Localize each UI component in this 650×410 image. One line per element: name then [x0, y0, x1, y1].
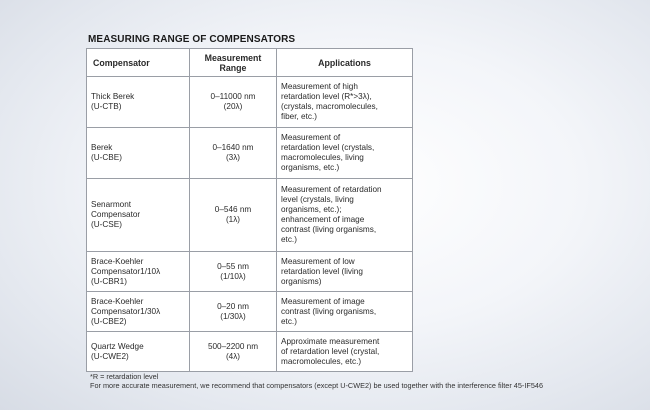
application-cell-line: contrast (living organisms,	[281, 306, 377, 316]
header-compensator: Compensator	[87, 49, 190, 77]
header-range-line2: Range	[219, 62, 247, 73]
application-cell	[277, 179, 413, 252]
application-cell-line: enhancement of image	[281, 215, 365, 224]
application-cell	[277, 252, 413, 292]
range-cell	[190, 179, 277, 252]
compensator-cell-line: Berek	[91, 143, 113, 152]
range-cell-line: (1/10λ)	[220, 271, 246, 281]
compensator-cell	[87, 77, 190, 128]
application-cell-line: Measurement of	[281, 133, 341, 142]
range-cell	[190, 252, 277, 292]
application-cell-line: contrast (living organisms,	[281, 225, 377, 234]
compensator-cell-line: Quartz Wedge	[91, 341, 144, 351]
compensator-cell	[87, 128, 190, 179]
compensator-cell	[87, 179, 190, 252]
range-cell-line: (4λ)	[225, 351, 241, 361]
range-cell	[190, 292, 277, 332]
application-cell-line: level (crystals, living	[281, 195, 354, 204]
compensator-cell-line: (U-CTB)	[91, 102, 122, 111]
table-title: MEASURING RANGE OF COMPENSATORS	[88, 34, 296, 45]
range-cell-line: 0–11000 nm	[210, 92, 256, 101]
range-cell-line: 0–546 nm	[214, 205, 252, 214]
application-cell-line: organisms, etc.);	[281, 205, 342, 214]
application-cell-line: retardation level (crystals,	[281, 143, 375, 152]
range-cell-line: 0–20 nm	[217, 301, 249, 311]
range-cell-line: 0–1640 nm	[212, 143, 254, 152]
compensator-table	[86, 48, 413, 372]
compensator-cell	[87, 332, 190, 372]
application-cell-line: Approximate measurement	[281, 336, 380, 346]
range-cell-line: 0–55 nm	[217, 261, 249, 271]
footnote: *R = retardation level	[90, 372, 159, 381]
range-cell-line: (1λ)	[225, 215, 241, 224]
compensator-cell-line: (U-CWE2)	[91, 351, 129, 361]
application-cell-line: etc.)	[281, 235, 297, 244]
table-row	[87, 179, 413, 252]
range-cell-line: (3λ)	[225, 153, 241, 162]
table-row	[87, 77, 413, 128]
range-cell-line: 500–2200 nm	[207, 341, 259, 351]
application-cell-line: Measurement of low	[281, 256, 355, 266]
compensator-cell-line: Compensator1/30λ	[91, 306, 161, 316]
application-cell	[277, 77, 413, 128]
range-cell	[190, 77, 277, 128]
table-body	[87, 77, 413, 372]
table-row	[87, 332, 413, 372]
header-range-line1: Measurement	[204, 52, 262, 63]
application-cell-line: (crystals, macromolecules,	[281, 102, 378, 111]
header-measurement-range	[190, 49, 277, 77]
compensator-cell-line: (U-CSE)	[91, 220, 122, 229]
compensator-cell-line: Thick Berek	[91, 92, 135, 101]
compensator-cell-line: (U-CBE)	[91, 153, 122, 162]
application-cell-line: Measurement of high	[281, 82, 358, 91]
application-cell-line: macromolecules, living	[281, 153, 364, 162]
application-cell-line: Measurement of retardation	[281, 185, 382, 194]
application-cell	[277, 292, 413, 332]
application-cell	[277, 332, 413, 372]
application-cell-line: retardation level (living	[281, 266, 363, 276]
compensator-cell	[87, 252, 190, 292]
application-cell-line: fiber, etc.)	[281, 112, 317, 121]
range-cell-line: (1/30λ)	[220, 311, 246, 321]
application-cell-line: macromolecules, etc.)	[281, 356, 362, 366]
range-cell	[190, 128, 277, 179]
range-cell-line: (20λ)	[223, 102, 243, 111]
header-applications: Applications	[277, 49, 413, 77]
compensator-cell-line: (U-CBE2)	[91, 316, 127, 326]
recommendation-note: For more accurate measurement, we recommend that compensators (except U-CWE2) be used together with the interference filter 45-IF546	[90, 381, 544, 390]
application-cell-line: etc.)	[281, 316, 297, 326]
application-cell-line: retardation level (R*>3λ),	[281, 92, 372, 101]
table-row	[87, 128, 413, 179]
application-cell-line: of retardation level (crystal,	[281, 346, 380, 356]
range-cell	[190, 332, 277, 372]
compensator-cell-line: (U-CBR1)	[91, 276, 127, 286]
application-cell-line: organisms)	[281, 276, 322, 286]
compensator-cell-line: Senarmont	[91, 200, 132, 209]
application-cell-line: Measurement of image	[281, 296, 365, 306]
compensator-cell-line: Compensator1/10λ	[91, 266, 161, 276]
application-cell-line: organisms, etc.)	[281, 163, 340, 172]
compensator-cell-line: Brace-Koehler	[91, 296, 144, 306]
compensator-cell-line: Compensator	[91, 210, 141, 219]
compensator-cell-line: Brace-Koehler	[91, 256, 144, 266]
table-row	[87, 252, 413, 292]
header-row	[87, 49, 413, 77]
compensator-cell	[87, 292, 190, 332]
table-row	[87, 292, 413, 332]
application-cell	[277, 128, 413, 179]
